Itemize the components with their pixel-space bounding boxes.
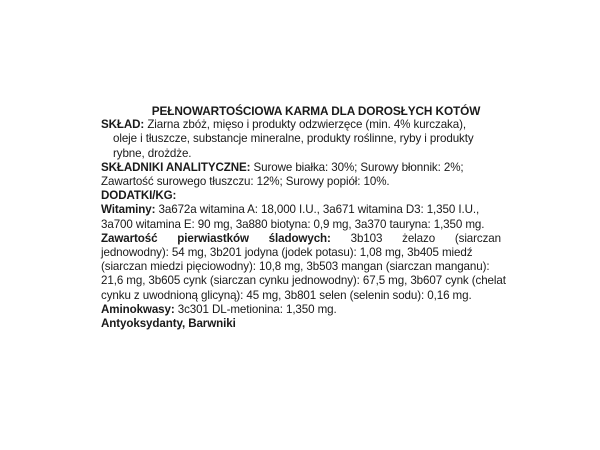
vitamins-text-1: 3a672a witamina A: 18,000 I.U., 3a671 witamina D3: 1,350 I.U., <box>155 203 480 217</box>
trace-text-1c: (siarczan <box>454 231 501 245</box>
vitamins-section <box>101 203 501 231</box>
composition-section <box>101 118 501 161</box>
antioxidants-footer: Antyoksydanty, Barwniki <box>101 317 236 331</box>
trace-heading-word-1: Zawartość <box>101 231 158 245</box>
amino-acids-section <box>101 303 501 317</box>
trace-text-2: jednowodny): 54 mg, 3b201 jodyna (jodek potasu): 1,08 mg, 3b405 miedź <box>101 246 473 260</box>
amino-acids-heading: Aminokwasy: <box>101 302 175 316</box>
trace-heading-word-3: śladowych: <box>268 231 331 245</box>
product-title: PEŁNOWARTOŚCIOWA KARMA DLA DOROSŁYCH KOTÓW <box>151 104 481 118</box>
trace-text-4: 21,6 mg, 3b605 cynk (siarczan cynku jednowodny): 67,5 mg, 3b607 cynk (chelat <box>101 274 506 288</box>
trace-elements-section <box>101 231 506 303</box>
composition-heading: SKŁAD: <box>101 118 145 132</box>
vitamins-heading: Witaminy: <box>101 203 156 217</box>
additives-heading: DODATKI/KG: <box>101 189 177 203</box>
trace-heading-word-2: pierwiastków <box>177 231 249 245</box>
trace-text-1b: żelazo <box>402 231 436 245</box>
trace-text-5: cynku z uwodnioną glicyną): 45 mg, 3b801 selen (selenin sodu): 0,16 mg. <box>101 288 472 302</box>
amino-acids-text: 3c301 DL-metionina: 1,350 mg. <box>174 302 337 316</box>
composition-text-3: rybne, drożdże. <box>113 146 192 160</box>
trace-text-3: (siarczan miedzi pięciowodny): 10,8 mg, 3b503 mangan (siarczan manganu): <box>101 260 490 274</box>
trace-text-1a: 3b103 <box>350 231 383 245</box>
analytical-section <box>101 161 501 189</box>
vitamins-text-2: 3a700 witamina E: 90 mg, 3a880 biotyna: 0,9 mg, 3a370 tauryna: 1,350 mg. <box>101 217 485 231</box>
composition-text-2: oleje i tłuszcze, substancje mineralne, produkty roślinne, ryby i produkty <box>113 132 474 146</box>
ingredients-label <box>101 104 506 331</box>
composition-text-1: Ziarna zbóż, mięso i produkty odzwierzęce (min. 4% kurczaka), <box>144 118 466 132</box>
analytical-heading: SKŁADNIKI ANALITYCZNE: <box>101 160 251 174</box>
analytical-text-1: Surowe białka: 30%; Surowy błonnik: 2%; <box>250 160 464 174</box>
analytical-text-2: Zawartość surowego tłuszczu: 12%; Surowy popiół: 10%. <box>101 175 390 189</box>
